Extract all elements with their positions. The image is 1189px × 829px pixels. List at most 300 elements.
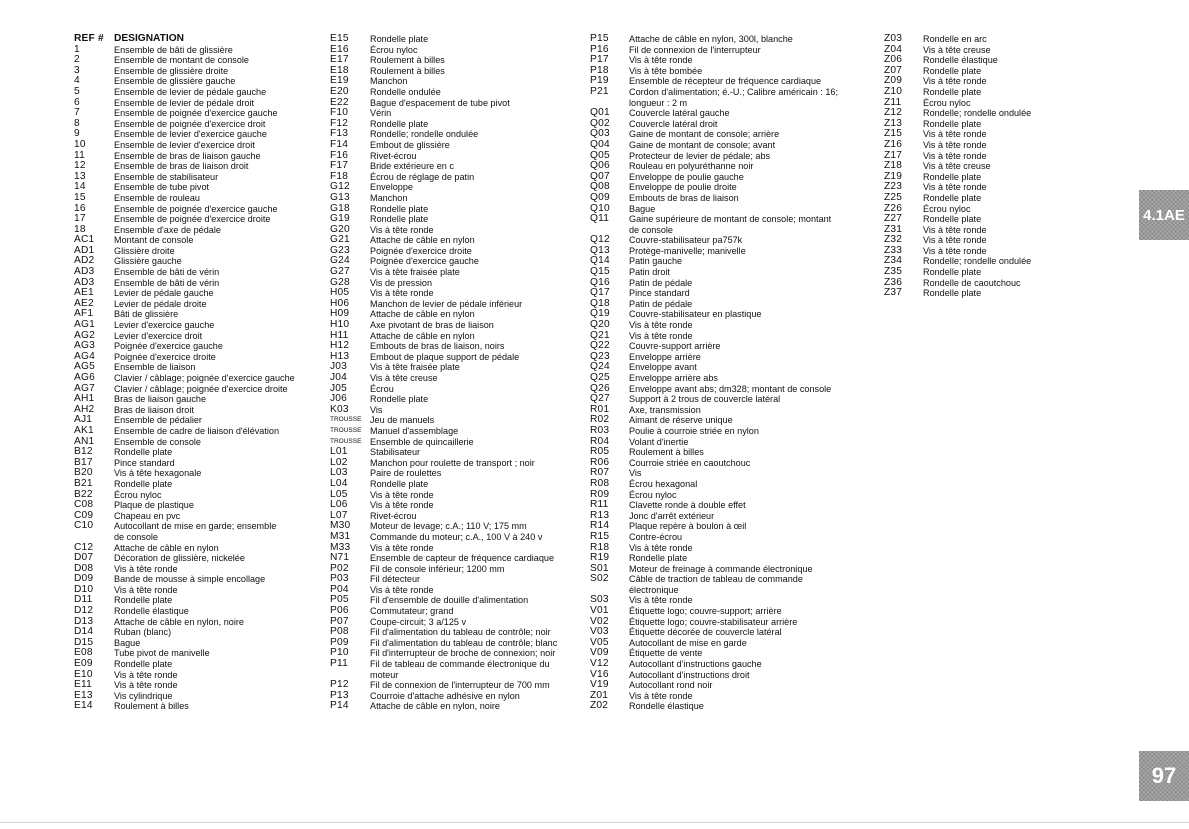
part-ref: D07 (74, 552, 94, 564)
part-ref: Q21 (590, 329, 610, 341)
part-description: Fil de connexion de l'interrupteur de 700 mm (370, 680, 550, 691)
part-description: Rondelle plate (629, 553, 688, 564)
part-row (590, 309, 878, 320)
part-row (330, 426, 590, 437)
part-row (884, 45, 1084, 56)
part-ref: 8 (74, 117, 80, 129)
part-row (590, 278, 878, 289)
part-ref: P03 (330, 573, 349, 585)
part-row (74, 426, 329, 437)
part-row (590, 373, 878, 384)
part-row (330, 172, 590, 183)
part-row (74, 172, 329, 183)
part-description: Attache de câble en nylon (370, 309, 475, 320)
part-row (330, 691, 590, 702)
part-description: Ensemble de bras de liaison droit (114, 161, 249, 172)
part-description: moteur (370, 669, 399, 680)
part-description: Bras de liaison gauche (114, 394, 207, 405)
part-description: Étiquette logo; couvre-stabilisateur arrière (629, 616, 798, 627)
page-number-tab: 97 (1139, 751, 1189, 801)
part-description: Glissière droite (114, 245, 175, 256)
part-row (74, 256, 329, 267)
part-row (74, 479, 329, 490)
part-ref: Q10 (590, 202, 610, 214)
part-description: Chapeau en pvc (114, 510, 181, 521)
part-ref: C10 (74, 520, 94, 532)
part-row (74, 606, 329, 617)
section-tab: 4.1AE (1139, 190, 1189, 240)
part-row (590, 129, 878, 140)
part-ref: V16 (590, 668, 609, 680)
part-row (74, 543, 329, 554)
part-row (590, 543, 878, 554)
part-description: Vérin (370, 108, 392, 119)
part-ref: G12 (330, 181, 350, 193)
part-row (590, 574, 878, 585)
part-row (330, 627, 590, 638)
part-ref: Z25 (884, 191, 903, 203)
part-row (330, 256, 590, 267)
part-description: Couvre-stabilisateur pa757k (629, 235, 743, 246)
part-ref: G23 (330, 244, 350, 256)
part-description: Couvre-stabilisateur en plastique (629, 309, 762, 320)
part-ref: Z27 (884, 213, 903, 225)
part-row (330, 490, 590, 501)
part-ref: AE1 (74, 287, 94, 299)
part-row (74, 309, 329, 320)
part-row (330, 606, 590, 617)
part-description: Poignée d'exercice gauche (370, 256, 479, 267)
part-description: Rondelle plate (114, 478, 173, 489)
part-description: Patin gauche (629, 256, 683, 267)
part-description: Aimant de réserve unique (629, 415, 733, 426)
part-ref: P04 (330, 583, 349, 595)
part-ref: Z36 (884, 276, 903, 288)
part-description: Ensemble d'axe de pédale (114, 224, 221, 235)
part-description: Vis à tête ronde (629, 595, 693, 606)
part-description: Rondelle plate (923, 288, 982, 299)
part-row (884, 278, 1084, 289)
part-ref: P09 (330, 636, 349, 648)
part-row (590, 500, 878, 511)
part-ref: TROUSSE (330, 437, 362, 445)
part-row (74, 45, 329, 56)
part-row (590, 331, 878, 342)
part-ref: M30 (330, 520, 351, 532)
part-row (884, 98, 1084, 109)
part-ref: P17 (590, 54, 609, 66)
part-row (590, 648, 878, 659)
part-ref: D15 (74, 636, 94, 648)
part-ref: Z10 (884, 85, 903, 97)
part-description: Autocollant d'instructions gauche (629, 659, 762, 670)
part-row (590, 55, 878, 66)
part-ref: 15 (74, 191, 86, 203)
part-description: Rondelle plate (370, 478, 429, 489)
part-row (330, 98, 590, 109)
part-description: Vis à tête creuse (370, 373, 438, 383)
part-description: Ensemble de poignée d'exercice gauche (114, 203, 278, 214)
part-ref: L05 (330, 488, 348, 500)
part-description: Plaque repère à boulon à œil (629, 521, 747, 532)
part-ref: 6 (74, 96, 80, 108)
part-row (74, 246, 329, 257)
part-row (884, 55, 1084, 66)
part-row (74, 691, 329, 702)
part-description: Coupe-circuit; 3 a/125 v (370, 616, 467, 627)
part-description: Poignée d'exercice droite (114, 351, 216, 362)
part-ref: AG4 (74, 350, 95, 362)
part-row (74, 362, 329, 373)
part-description: Rouleau en polyuréthanne noir (629, 161, 754, 172)
part-ref: E10 (74, 668, 93, 680)
part-description: Ensemble de bras de liaison gauche (114, 150, 261, 161)
part-row (884, 66, 1084, 77)
part-description: Embouts de bras de liaison (629, 192, 739, 203)
part-description: Vis à tête ronde (629, 542, 693, 553)
part-description: Rondelle plate (370, 203, 429, 214)
part-row (74, 394, 329, 405)
header-designation: DÉSIGNATION (114, 34, 184, 44)
part-ref: F14 (330, 138, 349, 150)
part-row (330, 214, 590, 225)
part-row (330, 543, 590, 554)
part-row (74, 553, 329, 564)
part-description: Rondelle de caoutchouc (923, 277, 1021, 288)
part-row (590, 151, 878, 162)
part-description: Couvercle latéral gauche (629, 108, 730, 119)
part-row (74, 151, 329, 162)
part-ref: D10 (74, 583, 94, 595)
part-row (74, 129, 329, 140)
part-ref: 7 (74, 107, 80, 119)
part-ref: G24 (330, 255, 350, 267)
part-description: Gaine de montant de console; arrière (629, 129, 780, 140)
part-row (590, 66, 878, 77)
part-ref: F16 (330, 149, 349, 161)
part-ref: R07 (590, 467, 610, 479)
part-row (884, 288, 1084, 299)
part-row (74, 627, 329, 638)
part-description: Vis à tête ronde (629, 320, 693, 331)
part-row (74, 225, 329, 236)
bottom-rule (0, 822, 1189, 823)
part-description: Ensemble de poignée d'exercice droit (114, 118, 266, 129)
part-description: Décoration de glissière, nickelée (114, 553, 245, 564)
part-description: Rondelle plate (370, 394, 429, 405)
part-ref: N71 (330, 552, 350, 564)
part-description: Ensemble de glissière droite (114, 65, 229, 76)
part-ref: S02 (590, 573, 609, 585)
part-description: Tube pivot de manivelle (114, 648, 210, 659)
part-description: Rondelle plate (923, 192, 982, 203)
parts-column-4 (884, 34, 1084, 299)
part-ref: L01 (330, 446, 348, 458)
part-ref: C09 (74, 509, 94, 521)
part-row (330, 659, 590, 670)
part-row (590, 479, 878, 490)
part-ref: Q12 (590, 234, 610, 246)
part-description: Manchon pour roulette de transport ; noir (370, 457, 535, 468)
part-description: Rondelle ondulée (370, 86, 441, 97)
part-description: Étiquette logo; couvre-support; arrière (629, 606, 782, 617)
part-ref: 14 (74, 181, 86, 193)
part-description: Ensemble de récepteur de fréquence cardiaque (629, 76, 822, 87)
part-description: Enveloppe de poulie gauche (629, 171, 744, 182)
part-row (74, 193, 329, 204)
part-row (74, 204, 329, 215)
part-ref: P08 (330, 626, 349, 638)
part-row (330, 617, 590, 628)
part-description: Rondelle plate (923, 118, 982, 129)
part-ref: S03 (590, 594, 609, 606)
part-ref: Z26 (884, 202, 903, 214)
part-ref: Z03 (884, 33, 903, 44)
part-ref: E11 (74, 679, 92, 691)
part-description: Rondelle plate (923, 86, 982, 97)
part-ref: R18 (590, 541, 610, 553)
part-description: Rondelle plate (114, 447, 173, 458)
part-row (590, 691, 878, 702)
part-description: Levier de pédale gauche (114, 288, 214, 299)
part-row (884, 225, 1084, 236)
part-row (590, 161, 878, 172)
part-ref: H12 (330, 340, 350, 352)
part-description: Vis à tête ronde (114, 563, 178, 574)
part-ref: Z11 (884, 96, 902, 108)
part-ref: L06 (330, 499, 348, 511)
part-ref: 12 (74, 160, 86, 172)
part-row (330, 458, 590, 469)
part-ref: B12 (74, 446, 93, 458)
part-row (884, 172, 1084, 183)
part-row (330, 331, 590, 342)
part-ref: P05 (330, 594, 349, 606)
part-ref: D13 (74, 615, 94, 627)
part-row (590, 267, 878, 278)
part-ref: F18 (330, 170, 349, 182)
part-description: de console (114, 531, 158, 542)
part-row (74, 564, 329, 575)
part-description: Ensemble de liaison (114, 362, 196, 373)
part-description: Roulement à billes (114, 701, 189, 712)
part-row (74, 585, 329, 596)
part-description: Manchon (370, 192, 408, 203)
part-ref: R09 (590, 488, 610, 500)
part-description: Couvre-support arrière (629, 341, 721, 352)
part-row (590, 458, 878, 469)
part-description: Vis à tête ronde (923, 76, 987, 87)
part-description: Rondelle élastique (923, 55, 998, 66)
part-description: Vis à tête ronde (370, 288, 434, 299)
part-row (330, 341, 590, 352)
part-ref: Z13 (884, 117, 903, 129)
part-ref: R05 (590, 446, 610, 458)
part-description: Vis (370, 404, 383, 415)
part-ref: L07 (330, 509, 348, 521)
header-ref: REF # (74, 33, 104, 44)
part-ref: 16 (74, 202, 86, 214)
part-row (590, 447, 878, 458)
part-description: Ensemble de console (114, 436, 201, 447)
part-ref: AG7 (74, 382, 95, 394)
part-ref: AD3 (74, 266, 95, 278)
part-row (330, 87, 590, 98)
part-row (74, 119, 329, 130)
part-row (74, 415, 329, 426)
part-row (74, 638, 329, 649)
part-description: Montant de console (114, 235, 194, 246)
part-row (884, 87, 1084, 98)
part-ref: H06 (330, 297, 350, 309)
part-ref: J05 (330, 382, 348, 394)
part-description: Écrou nyloc (923, 97, 971, 108)
part-description: Poignée d'exercice droite (370, 245, 472, 256)
part-row (884, 267, 1084, 278)
part-ref: L03 (330, 467, 348, 479)
part-description: Clavier / câblage; poignée d'exercice droite (114, 383, 288, 394)
part-ref: M31 (330, 530, 351, 542)
part-description: Poignée d'exercice gauche (114, 341, 223, 352)
part-description: Enveloppe de poulie droite (629, 182, 737, 193)
part-row (590, 193, 878, 204)
part-ref: 11 (74, 149, 85, 161)
part-description: Embouts de bras de liaison, noirs (370, 341, 505, 352)
part-description: Bague (114, 637, 141, 648)
part-row (74, 182, 329, 193)
part-row (330, 225, 590, 236)
part-ref: Q15 (590, 266, 610, 278)
part-ref: AH2 (74, 403, 95, 415)
part-description: Attache de câble en nylon, noire (370, 701, 500, 712)
part-ref: E16 (330, 43, 349, 55)
part-description: Attache de câble en nylon, noire (114, 616, 244, 627)
part-row (74, 680, 329, 691)
part-row (74, 574, 329, 585)
part-description: Glissière gauche (114, 256, 182, 267)
part-ref: R04 (590, 435, 610, 447)
part-row (74, 66, 329, 77)
part-row (330, 34, 590, 45)
part-description: Ensemble de levier de pédale droit (114, 97, 255, 108)
part-ref: Z04 (884, 43, 903, 55)
part-row (884, 256, 1084, 267)
part-description: Support à 2 trous de couvercle latéral (629, 394, 781, 405)
part-row (590, 680, 878, 691)
part-ref: 9 (74, 128, 80, 140)
part-description: Stabilisateur (370, 447, 421, 458)
part-description: Autocollant de mise en garde; ensemble (114, 521, 277, 532)
part-description: Vis à tête bombée (629, 65, 703, 76)
part-row (74, 373, 329, 384)
part-description: Enveloppe avant (629, 362, 697, 373)
part-ref: 10 (74, 138, 86, 150)
part-description: Rondelle élastique (629, 701, 704, 712)
part-ref: 3 (74, 64, 80, 76)
part-ref: R06 (590, 456, 610, 468)
part-ref: G19 (330, 213, 350, 225)
part-ref: H13 (330, 350, 350, 362)
part-row (590, 182, 878, 193)
part-description: Vis à tête ronde (370, 224, 434, 235)
part-ref: D12 (74, 605, 94, 617)
part-ref: V19 (590, 679, 609, 691)
part-row (590, 214, 878, 225)
part-ref: TROUSSE (330, 416, 362, 424)
part-ref: Q17 (590, 287, 610, 299)
part-row (590, 394, 878, 405)
part-description: Ensemble de montant de console (114, 55, 249, 66)
part-description: Commande du moteur; c.A., 100 V à 240 v (370, 531, 543, 542)
part-row (74, 76, 329, 87)
part-description: Rondelle plate (370, 214, 429, 225)
part-ref: Z01 (590, 689, 609, 701)
part-description: Patin de pédale (629, 277, 693, 288)
part-ref: H10 (330, 319, 350, 331)
part-description: Vis à tête ronde (114, 680, 178, 691)
part-row (330, 574, 590, 585)
part-row (74, 511, 329, 522)
part-row (330, 437, 590, 448)
part-description: Rondelle; rondelle ondulée (923, 108, 1032, 119)
part-ref: AH1 (74, 393, 95, 405)
part-description: Fil d'interrupteur de broche de connexion; noir (370, 648, 556, 659)
part-row (884, 161, 1084, 172)
part-ref: AE2 (74, 297, 94, 309)
part-ref: R01 (590, 403, 610, 415)
part-row (74, 670, 329, 681)
part-ref: P11 (330, 658, 348, 670)
part-row (330, 447, 590, 458)
part-ref: Z15 (884, 128, 903, 140)
part-row (74, 701, 329, 712)
part-description: Courroie d'attache adhésive en nylon (370, 690, 520, 701)
part-ref: E14 (74, 700, 93, 712)
part-description: Jeu de manuels (370, 415, 435, 426)
part-ref: R08 (590, 477, 610, 489)
part-row (590, 98, 878, 109)
part-description: Bande de mousse à simple encollage (114, 574, 266, 585)
part-row (590, 659, 878, 670)
part-row (74, 384, 329, 395)
part-row (330, 204, 590, 215)
part-row (590, 320, 878, 331)
part-row (590, 140, 878, 151)
part-row (590, 627, 878, 638)
part-ref: G20 (330, 223, 350, 235)
part-row (590, 595, 878, 606)
part-description: Vis à tête creuse (923, 44, 991, 55)
part-description: Jonc d'arrêt extérieur (629, 510, 715, 521)
part-row (590, 426, 878, 437)
part-ref: Z09 (884, 75, 903, 87)
part-ref: Z17 (884, 149, 903, 161)
part-description: Écrou de réglage de patin (370, 171, 475, 182)
part-description: Commutateur; grand (370, 606, 454, 617)
part-ref: AJ1 (74, 414, 93, 426)
part-row (330, 362, 590, 373)
part-description: Axe, transmission (629, 404, 701, 415)
part-ref: C08 (74, 499, 94, 511)
part-description: Vis à tête ronde (370, 500, 434, 511)
part-row (330, 66, 590, 77)
part-row (330, 415, 590, 426)
part-ref: 2 (74, 54, 80, 66)
part-ref: Z32 (884, 234, 903, 246)
part-ref: AK1 (74, 424, 94, 436)
part-description: Ensemble de cadre de liaison d'élévation (114, 425, 280, 436)
part-ref: TROUSSE (330, 426, 362, 434)
